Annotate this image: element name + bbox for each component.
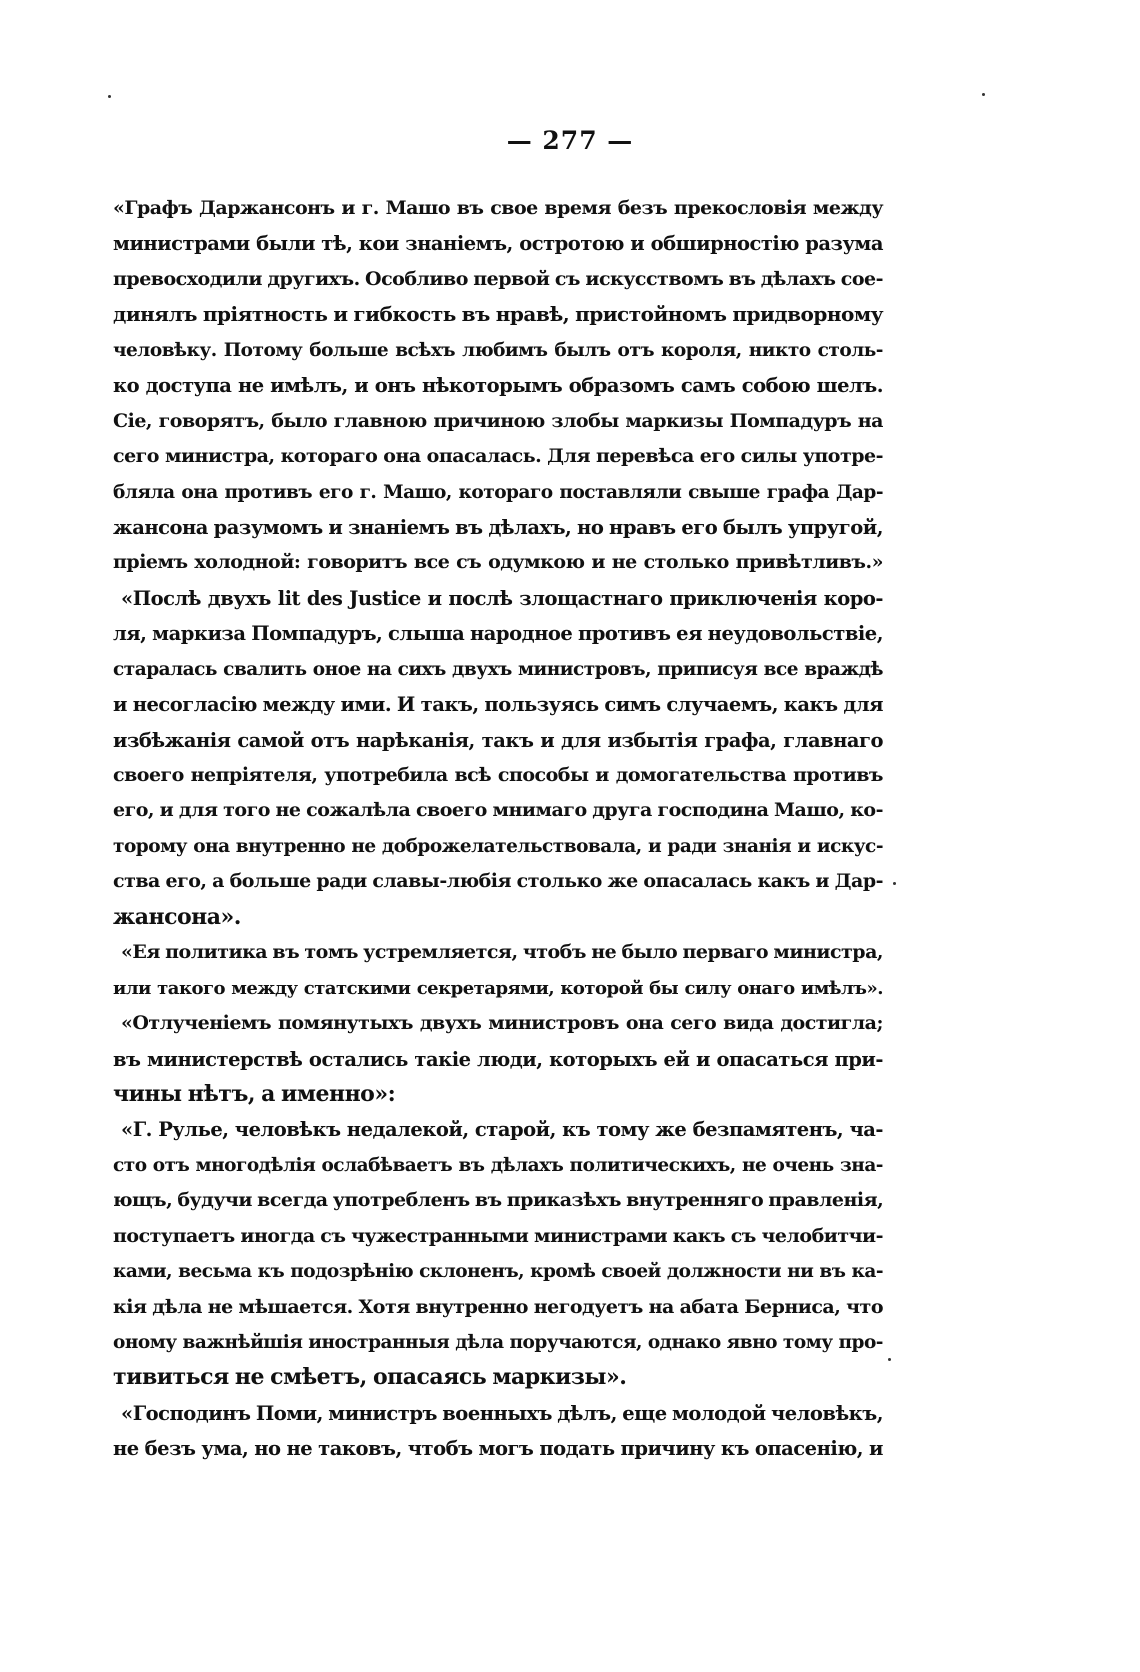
text-line: тивиться не смѣетъ, опасаясь маркизы». [113, 1364, 627, 1391]
text-line: превосходили другихъ. Особливо первой съ искусствомъ въ дѣлахъ сое- [113, 267, 883, 290]
text-line: ко доступа не имѣлъ, и онъ нѣкоторымъ образомъ самъ собою шелъ. [113, 374, 883, 398]
page-number: — 277 — [506, 126, 634, 155]
text-line: старалась свалить оное на сихъ двухъ министровъ, приписуя все враждѣ [113, 658, 883, 680]
text-line: ства его, а больше ради славы-любія столько же опасалась какъ и Дар- [113, 870, 883, 893]
text-line: поступаетъ иногда съ чужестранными министрами какъ съ челобитчи- [113, 1224, 883, 1247]
body-text [113, 191, 883, 1467]
text-line: человѣку. Потому больше всѣхъ любимъ былъ отъ короля, никто столь- [113, 339, 883, 361]
text-line: оному важнѣйшія иностранныя дѣла поручаются, однако явно тому про- [113, 1332, 883, 1353]
text-line: ками, весьма къ подозрѣнію склоненъ, кромѣ своей должности ни въ ка- [113, 1261, 883, 1283]
text-line: «Ея политика въ томъ устремляется, чтобъ не было перваго министра, [121, 941, 883, 964]
scan-speck [982, 93, 985, 96]
text-line: «Послѣ двухъ lit des Justice и послѣ злощастнаго приключенія коро- [121, 586, 883, 610]
text-line: или такого между статскими секретарями, которой бы силу онаго имѣлъ». [113, 977, 883, 999]
text-line: «Графъ Даржансонъ и г. Машо въ свое время безъ прекословія между [113, 197, 883, 219]
text-line: чины нѣтъ, а именно»: [113, 1080, 396, 1107]
text-line: жансона разумомъ и знаніемъ въ дѣлахъ, но нравъ его былъ упругой, [113, 515, 883, 539]
text-line: жансона». [113, 903, 241, 930]
text-line: бляла она противъ его г. Машо, котораго поставляли свыше графа Дар- [113, 481, 883, 503]
text-line: и несогласію между ими. И такъ, пользуясь симъ случаемъ, какъ для [113, 693, 883, 717]
text-line: Сіе, говорятъ, было главною причиною злобы маркизы Помпадуръ на [113, 409, 883, 432]
text-line: въ министерствѣ остались такіе люди, которыхъ ей и опасаться при- [113, 1047, 883, 1071]
text-line: его, и для того не сожалѣла своего мнимаго друга господина Машо, ко- [113, 799, 883, 822]
text-line: ля, маркиза Помпадуръ, слыша народное противъ ея неудовольствіе, [113, 622, 883, 646]
text-line: сего министра, котораго она опасалась. Для перевѣса его силы употре- [113, 445, 883, 468]
text-line: министрами были тѣ, кои знаніемъ, остротою и обширностію разума [113, 232, 883, 256]
text-line: «Господинъ Поми, министръ военныхъ дѣлъ, еще молодой человѣкъ, [121, 1401, 883, 1425]
text-line: «Г. Рулье, человѣкъ недалекой, старой, къ тому же безпамятенъ, ча- [121, 1118, 883, 1142]
text-line: кія дѣла не мѣшается. Хотя внутренно негодуетъ на абата Берниса, что [113, 1295, 883, 1318]
scan-speck [893, 882, 896, 885]
text-line: «Отлученіемъ помянутыхъ двухъ министровъ она сего вида достигла; [121, 1012, 883, 1035]
scan-speck [888, 1358, 891, 1361]
text-line: пріемъ холодной: говоритъ все съ одумкою и не столько привѣтливъ.» [113, 551, 883, 574]
scan-speck [108, 95, 111, 98]
text-line: своего непріятеля, употребила всѣ способы и домогательства противъ [113, 764, 883, 786]
text-line: не безъ ума, но не таковъ, чтобъ могъ подать причину къ опасенію, и [113, 1437, 883, 1461]
text-line: сто отъ многодѣлія ослабѣваетъ въ дѣлахъ политическихъ, не очень зна- [113, 1154, 883, 1176]
text-line: торому она внутренно не доброжелательствовала, и ради знанія и искус- [113, 835, 883, 857]
text-line: динялъ пріятность и гибкость въ нравѣ, пристойномъ придворному [113, 302, 883, 327]
text-line: избѣжанія самой отъ нарѣканія, такъ и для избытія графа, главнаго [113, 728, 883, 752]
text-line: ющъ, будучи всегда употребленъ въ приказѣхъ внутренняго правленія, [113, 1189, 884, 1212]
